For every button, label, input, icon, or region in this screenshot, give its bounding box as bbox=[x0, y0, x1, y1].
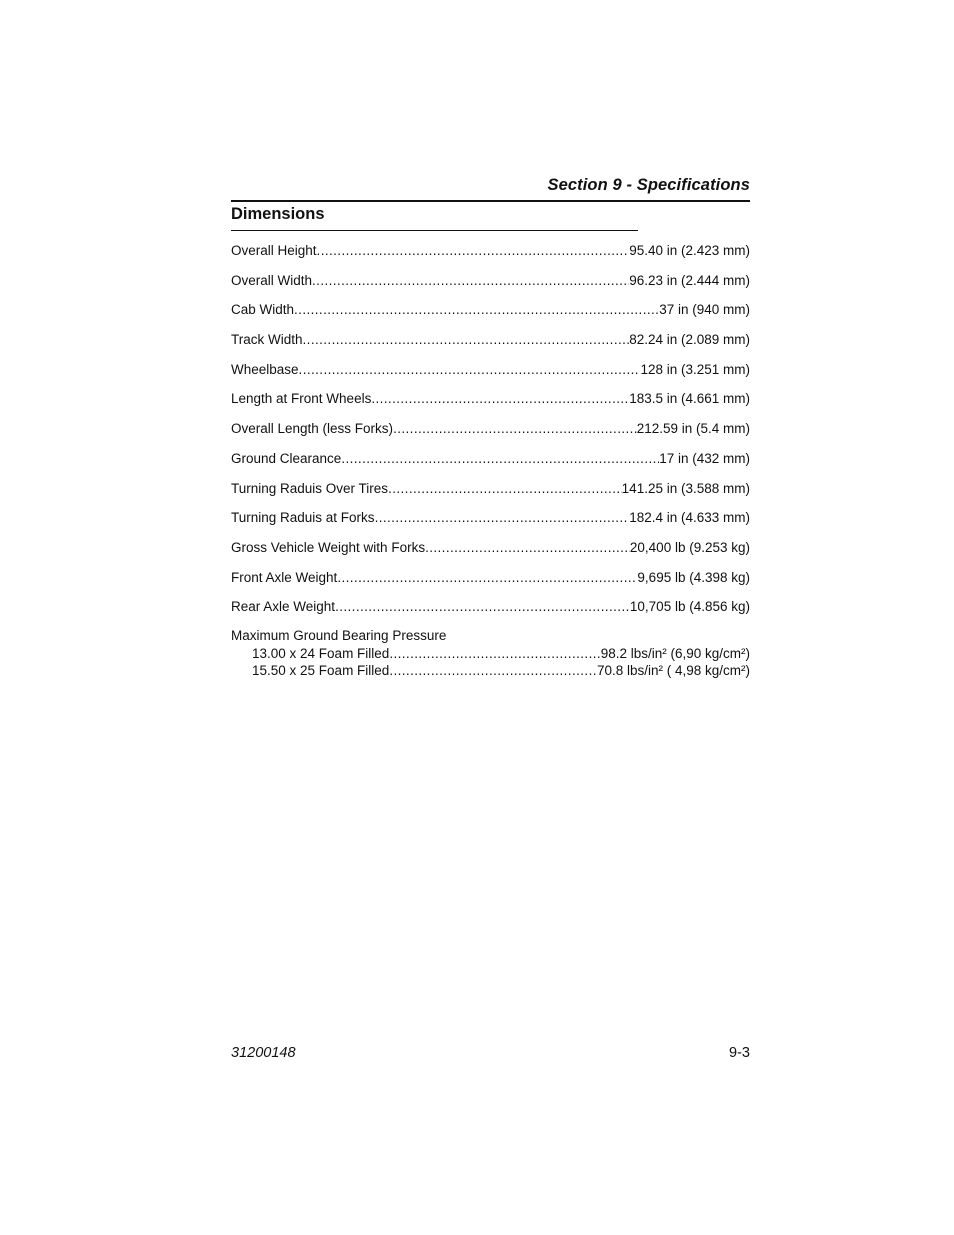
spec-value: 95.40 in (2.423 mm) bbox=[629, 243, 750, 258]
dot-leader bbox=[425, 538, 630, 558]
dot-leader bbox=[393, 419, 637, 439]
section-title: Section 9 - Specifications bbox=[547, 176, 750, 194]
spec-row-overall-height bbox=[231, 241, 750, 271]
dot-leader bbox=[335, 597, 630, 617]
spec-label: Turning Raduis at Forks bbox=[231, 510, 375, 526]
dot-leader bbox=[303, 330, 630, 350]
spec-value: 37 in (940 mm) bbox=[659, 302, 750, 318]
spec-value: 212.59 in (5.4 mm) bbox=[636, 421, 750, 437]
spec-row-wheelbase bbox=[231, 360, 750, 390]
ground-pressure-block bbox=[231, 627, 750, 679]
spec-row-gross-weight bbox=[231, 538, 750, 568]
spec-label: Wheelbase bbox=[231, 361, 299, 377]
spec-value: 182.4 in (4.633 mm) bbox=[629, 510, 750, 526]
spec-label: Length at Front Wheels bbox=[231, 391, 372, 407]
pressure-value: 98.2 lbs/in² (6,90 kg/cm²) bbox=[600, 646, 750, 661]
dot-leader bbox=[389, 662, 597, 679]
document-number: 31200148 bbox=[231, 1045, 296, 1061]
spec-value: 10,705 lb (4.856 kg) bbox=[629, 599, 750, 615]
dimensions-divider bbox=[231, 230, 638, 231]
dot-leader bbox=[337, 568, 637, 588]
spec-label: Track Width bbox=[231, 332, 303, 348]
spec-value: 17 in (432 mm) bbox=[659, 450, 750, 466]
spec-row-rear-axle-weight bbox=[231, 597, 750, 627]
spec-value: 82.24 in (2.089 mm) bbox=[629, 332, 750, 348]
pressure-value: 70.8 lbs/in² ( 4,98 kg/cm²) bbox=[596, 663, 750, 678]
spec-value: 9,695 lb (4.398 kg) bbox=[637, 569, 750, 585]
dot-leader bbox=[375, 508, 630, 528]
spec-row-front-axle-weight bbox=[231, 568, 750, 598]
dot-leader bbox=[312, 271, 629, 291]
spec-list bbox=[231, 241, 750, 627]
dot-leader bbox=[317, 241, 630, 261]
spec-row-ground-clearance bbox=[231, 449, 750, 479]
pressure-label: 13.00 x 24 Foam Filled bbox=[252, 646, 390, 661]
ground-pressure-title: Maximum Ground Bearing Pressure bbox=[231, 628, 447, 643]
spec-value: 128 in (3.251 mm) bbox=[640, 361, 750, 377]
page-number: 9-3 bbox=[729, 1045, 750, 1061]
spec-value: 96.23 in (2.444 mm) bbox=[629, 272, 750, 288]
spec-label: Gross Vehicle Weight with Forks bbox=[231, 539, 426, 555]
spec-label: Overall Height bbox=[231, 243, 317, 258]
pressure-label: 15.50 x 25 Foam Filled bbox=[252, 663, 390, 678]
spec-row-turning-radius-forks bbox=[231, 508, 750, 538]
spec-value: 20,400 lb (9.253 kg) bbox=[629, 539, 750, 555]
spec-row-cab-width bbox=[231, 300, 750, 330]
section-divider bbox=[231, 200, 750, 202]
dot-leader bbox=[371, 389, 629, 409]
spec-row-length-front-wheels bbox=[231, 389, 750, 419]
spec-row-overall-width bbox=[231, 271, 750, 301]
dot-leader bbox=[388, 479, 622, 499]
pressure-row-13-24 bbox=[231, 645, 750, 662]
spec-label: Turning Raduis Over Tires bbox=[231, 480, 389, 496]
spec-label: Ground Clearance bbox=[231, 450, 342, 466]
dot-leader bbox=[341, 449, 659, 469]
spec-label: Overall Length (less Forks) bbox=[231, 421, 394, 437]
spec-row-overall-length bbox=[231, 419, 750, 449]
spec-label: Cab Width bbox=[231, 302, 295, 318]
dot-leader bbox=[294, 300, 659, 320]
spec-value: 183.5 in (4.661 mm) bbox=[629, 391, 750, 407]
dot-leader bbox=[299, 360, 641, 380]
spec-row-turning-radius-tires bbox=[231, 479, 750, 509]
spec-label: Front Axle Weight bbox=[231, 569, 338, 585]
pressure-row-15-25 bbox=[231, 662, 750, 679]
dot-leader bbox=[389, 645, 600, 662]
spec-value: 141.25 in (3.588 mm) bbox=[621, 480, 750, 496]
document-page bbox=[231, 0, 750, 1235]
spec-row-track-width bbox=[231, 330, 750, 360]
spec-label: Rear Axle Weight bbox=[231, 599, 336, 615]
dimensions-heading: Dimensions bbox=[231, 205, 325, 223]
spec-label: Overall Width bbox=[231, 272, 313, 288]
